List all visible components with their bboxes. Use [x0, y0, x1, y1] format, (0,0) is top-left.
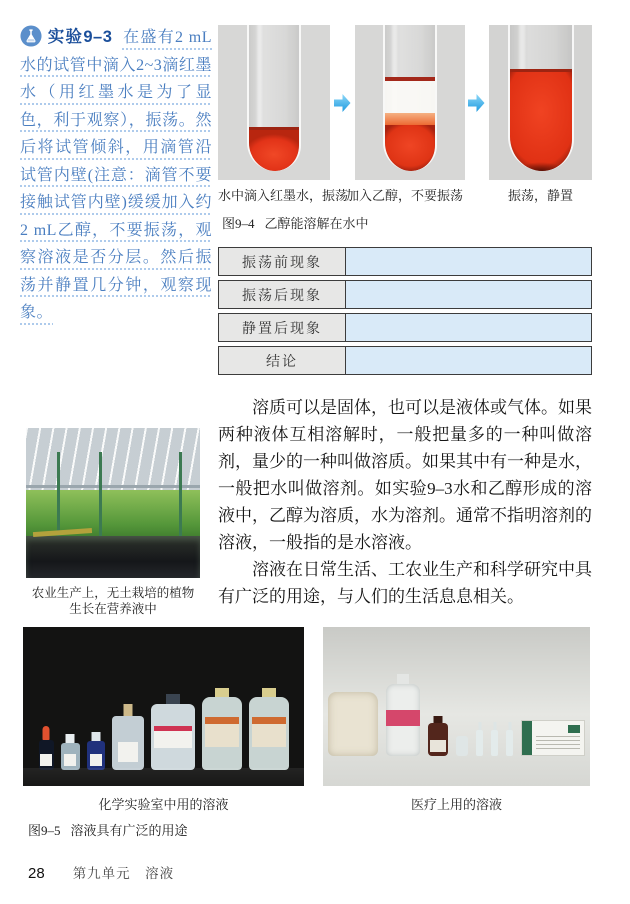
row-value-after-shaking: [346, 281, 591, 308]
greenhouse-photo: [26, 428, 200, 578]
test-tube-photo-1: [218, 25, 330, 180]
test-tube-3: [508, 25, 574, 171]
small-clear-bottle: [61, 743, 80, 770]
row-label-before-shaking: 振荡前现象: [219, 248, 346, 275]
medicine-bottle: [428, 723, 448, 756]
test-tube-1: [247, 25, 301, 171]
page-footer: [28, 862, 174, 882]
row-label-after-standing: 静置后现象: [219, 314, 346, 341]
ampoule: [476, 730, 483, 756]
row-value-conclusion: [346, 347, 591, 374]
unit-title: 第九单元 溶液: [72, 866, 175, 881]
page-number: 28: [28, 865, 45, 882]
ampoule: [506, 730, 513, 756]
paragraph-solution-uses: 溶液在日常生活、工农业生产和科学研究中具有广泛的用途，与人们的生活息息相关。: [218, 560, 592, 606]
experiment-paragraph: [20, 24, 212, 327]
experiment-label: 实验9–3: [47, 28, 113, 46]
small-blue-bottle: [87, 741, 105, 770]
figure-9-4-caption: [218, 213, 592, 232]
content-column: [218, 25, 592, 610]
arrow-right-icon: [468, 93, 485, 113]
medical-solutions-figure: [323, 627, 590, 813]
observation-table: [218, 247, 592, 375]
figure-9-5-caption: [28, 820, 188, 839]
large-bottle-2: [249, 697, 289, 770]
figure-9-4-photos: [218, 25, 592, 180]
step-caption-2: 加入乙醇，不要振荡: [346, 188, 464, 203]
paragraph-solute-solvent: 溶质可以是固体，也可以是液体或气体。如果两种液体互相溶解时，一般把量多的一种叫做溶剂，量少的一种叫做溶质。如果其中有一种是水，一般把水叫做溶剂。如实验9–3水和乙醇形成的溶液中，乙醇为溶质，水为溶剂。通常不指明溶剂的溶液，一般指的是水溶液。: [218, 398, 592, 552]
medical-solutions-photo: [323, 627, 590, 786]
experiment-text: 在盛有2 mL水的试管中滴入2~3滴红墨水（用红墨水是为了显色，利于观察），振荡。然后将试管倾斜，用滴管沿试管内壁(注意：滴管不要接触试管内壁)缓缓加入约2 mL乙醇，不要振荡，观察溶液是否分层。然后振荡并静置几分钟，观察现象。: [20, 29, 212, 321]
stoppered-bottle: [112, 716, 144, 770]
arrow-right-icon: [334, 93, 351, 113]
figure-9-5-label: 图9–5: [28, 823, 61, 838]
test-tube-photo-3: [489, 25, 592, 180]
red-water-layer: [385, 125, 435, 171]
mixing-boundary: [385, 113, 435, 125]
mixed-solution: [510, 69, 572, 171]
saline-bottle: [386, 684, 420, 756]
step-caption-1: 水中滴入红墨水，振荡: [218, 188, 349, 203]
figure-9-4-label: 图9–4: [222, 216, 255, 231]
row-label-conclusion: 结论: [219, 347, 346, 374]
row-label-after-shaking: 振荡后现象: [219, 281, 346, 308]
step-captions: [218, 185, 592, 203]
test-tube-2: [383, 25, 437, 171]
lab-solutions-photo: [23, 627, 304, 786]
medicine-box: [521, 720, 585, 756]
table-row: [218, 346, 592, 375]
table-row: [218, 313, 592, 342]
reagent-jug: [151, 704, 195, 770]
lab-solutions-caption: 化学实验室中用的溶液: [98, 797, 229, 812]
experiment-sidebar: [20, 24, 212, 327]
greenhouse-caption: 农业生产上，无土栽培的植物 生长在营养液中: [31, 586, 195, 616]
body-text: [218, 394, 592, 610]
greenhouse-figure: [26, 428, 200, 617]
table-row: [218, 247, 592, 276]
figure-9-5-title: 溶液具有广泛的用途: [70, 823, 188, 838]
ethanol-layer: [385, 81, 435, 113]
dropper-bottle: [39, 740, 54, 770]
row-value-after-standing: [346, 314, 591, 341]
red-ink-water-liquid: [249, 127, 299, 171]
figure-9-4-title: 乙醇能溶解在水中: [264, 216, 369, 231]
lab-solutions-figure: [23, 627, 304, 813]
large-bottle-1: [202, 697, 242, 770]
test-tube-photo-2: [355, 25, 465, 180]
iv-pouch: [328, 692, 378, 756]
step-caption-3: 振荡，静置: [507, 188, 573, 203]
table-row: [218, 280, 592, 309]
flask-icon: [20, 25, 42, 47]
row-value-before-shaking: [346, 248, 591, 275]
ampoule: [491, 730, 498, 756]
medical-solutions-caption: 医疗上用的溶液: [410, 797, 502, 812]
small-vial: [456, 736, 468, 756]
